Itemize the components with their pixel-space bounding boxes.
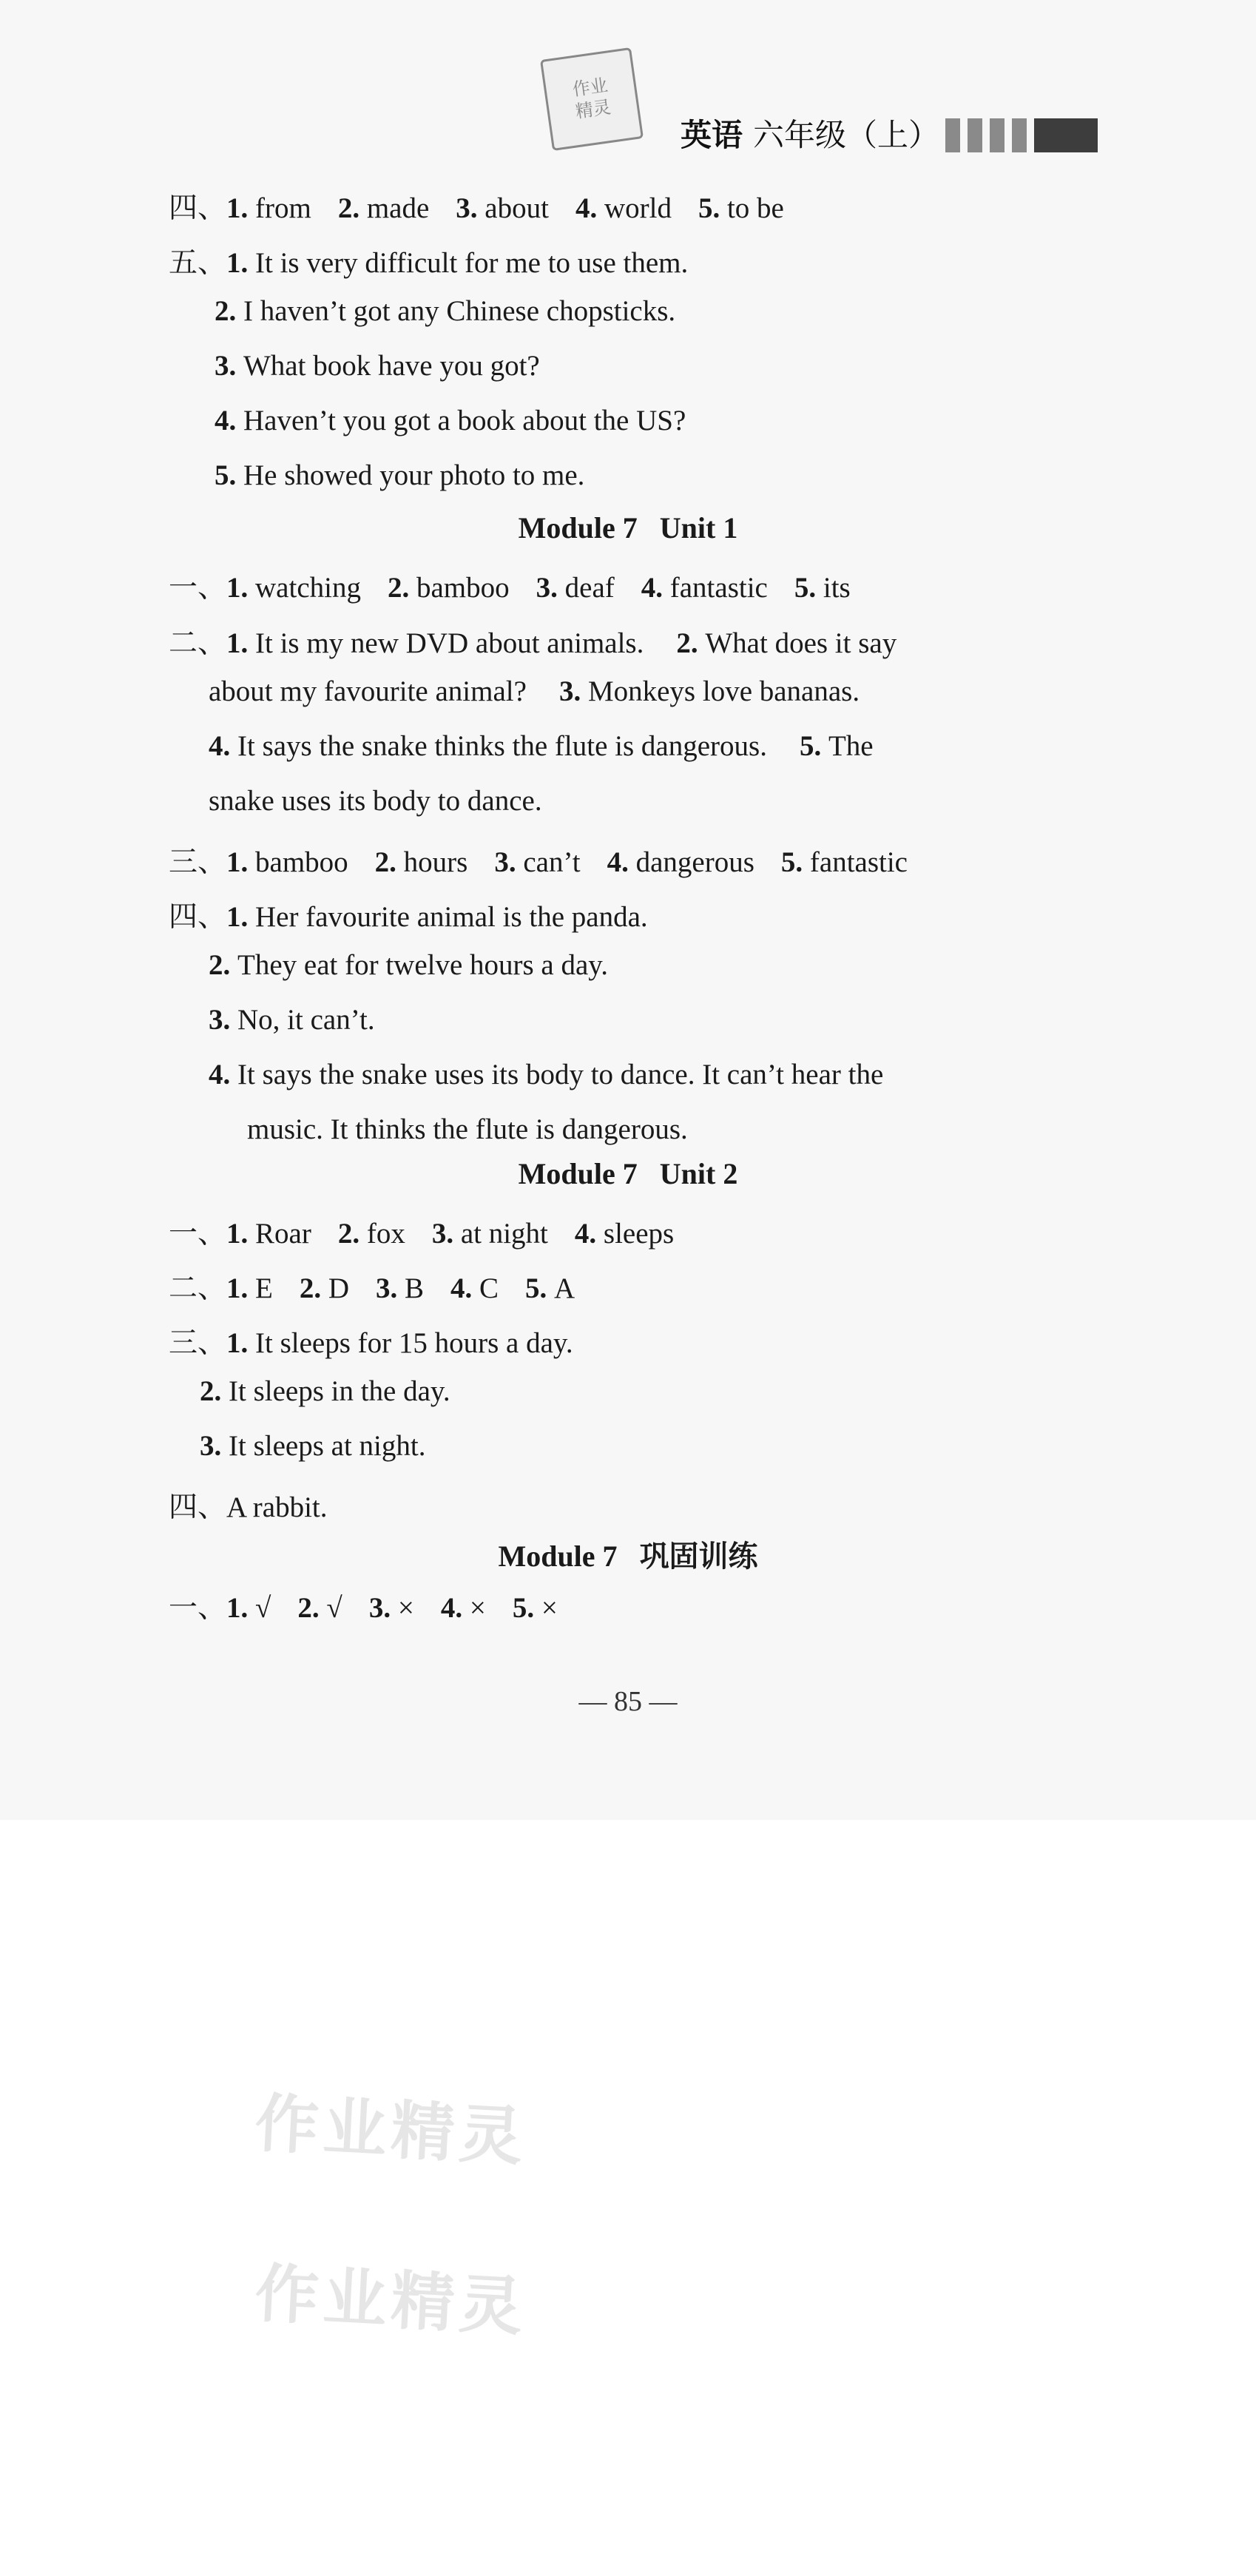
- header-title: [681, 111, 939, 155]
- answer-text: snake uses its body to dance.: [209, 785, 542, 817]
- answer-item: [800, 730, 874, 762]
- answer-item: [456, 192, 549, 224]
- answer-number: 2.: [297, 1592, 327, 1624]
- answer-item: [781, 846, 908, 878]
- answer-number: 3.: [494, 846, 524, 878]
- answer-item: [575, 192, 672, 224]
- answer-line: [169, 894, 648, 935]
- answer-item: [226, 572, 361, 604]
- answer-item: [226, 846, 348, 878]
- answer-item: [200, 1430, 425, 1462]
- answer-number: 5.: [780, 846, 810, 878]
- answer-number: 4.: [607, 846, 636, 878]
- answer-text: E: [255, 1272, 273, 1304]
- answer-item: [209, 949, 608, 981]
- answer-item: [388, 572, 510, 604]
- answer-text: ×: [397, 1592, 414, 1624]
- answer-text: world: [604, 192, 672, 224]
- answer-text: ×: [541, 1592, 558, 1624]
- answer-item: [525, 1272, 575, 1304]
- answer-number: 2.: [676, 627, 706, 659]
- answer-text: √: [326, 1592, 342, 1624]
- answer-line: [200, 1429, 425, 1463]
- answer-number: 1.: [226, 1218, 256, 1250]
- answer-number: 4.: [209, 1059, 237, 1090]
- answer-line: [209, 675, 860, 708]
- answer-number: 5.: [512, 1592, 541, 1624]
- logo-line-1: 作业: [571, 75, 610, 101]
- answer-line: [247, 1113, 688, 1146]
- answer-text: It sleeps in the day.: [229, 1375, 450, 1407]
- answer-text: music. It thinks the flute is dangerous.: [247, 1113, 688, 1145]
- answer-item: [513, 1592, 558, 1624]
- answer-item: [226, 247, 688, 279]
- question-group-label: 二、: [169, 1272, 227, 1305]
- answer-text: C: [479, 1272, 499, 1304]
- answer-number: 1.: [226, 247, 256, 279]
- answer-text: about: [484, 192, 549, 224]
- answer-item: [226, 1218, 311, 1250]
- question-group-label: 四、: [169, 192, 227, 225]
- answer-text: It says the snake uses its body to dance. It can’t hear the: [237, 1059, 884, 1090]
- answer-item: [215, 350, 540, 382]
- answer-number: 1.: [226, 1327, 256, 1359]
- answer-item: [226, 1272, 273, 1304]
- answer-item: [209, 785, 542, 817]
- answer-text: from: [255, 192, 311, 224]
- answer-text: It sleeps at night.: [229, 1430, 426, 1462]
- answer-line: [169, 620, 897, 661]
- answer-item: [641, 572, 768, 604]
- answer-line: [169, 1265, 575, 1306]
- heading-module: Module 7: [498, 1540, 618, 1573]
- question-group-label: 一、: [169, 1217, 227, 1250]
- answer-item: [226, 627, 644, 659]
- answer-text: Roar: [255, 1218, 311, 1250]
- answer-item: [375, 846, 468, 878]
- answer-number: 2.: [337, 1218, 367, 1250]
- answer-item: [247, 1113, 688, 1145]
- answer-text: √: [255, 1592, 271, 1624]
- answer-number: 2.: [299, 1272, 328, 1304]
- answer-text: A rabbit.: [226, 1491, 328, 1523]
- header-decoration: [945, 118, 1098, 152]
- answer-text: He showed your photo to me.: [243, 459, 585, 491]
- heading-unit: 巩固训练: [639, 1540, 758, 1574]
- heading-unit: Unit 1: [659, 511, 738, 544]
- heading-module: Module 7: [518, 1157, 638, 1190]
- answer-text: B: [405, 1272, 425, 1304]
- answer-line: [209, 729, 874, 763]
- question-group-label: 三、: [169, 1326, 227, 1360]
- answer-text: The: [828, 730, 874, 762]
- answer-item: [209, 730, 767, 762]
- answer-line: [169, 839, 908, 880]
- answer-number: 3.: [558, 675, 588, 707]
- question-group-label: 二、: [169, 627, 227, 660]
- answer-text: I haven’t got any Chinese chopsticks.: [243, 295, 676, 327]
- answer-line: [169, 1320, 573, 1361]
- section-heading-unit1: [0, 510, 1256, 545]
- answer-number: 3.: [456, 192, 485, 224]
- answer-line: [209, 1003, 375, 1036]
- answer-item: [215, 405, 686, 436]
- answer-text: It sleeps for 15 hours a day.: [255, 1327, 573, 1359]
- question-group-label: 一、: [169, 571, 227, 604]
- answer-text: ×: [469, 1592, 486, 1624]
- answer-item: [338, 1218, 405, 1250]
- grade-label: 六年级（上）: [753, 117, 940, 153]
- answer-number: 3.: [209, 1004, 237, 1036]
- answer-item: [338, 192, 429, 224]
- answer-item: [226, 192, 311, 224]
- answer-line: [209, 1058, 883, 1091]
- answer-text: sleeps: [603, 1218, 675, 1250]
- question-group-label: 四、: [169, 1491, 227, 1524]
- answer-text: Monkeys love bananas.: [587, 675, 860, 707]
- answer-item: [432, 1218, 548, 1250]
- answer-number: 5.: [698, 192, 727, 224]
- answer-number: 1.: [226, 192, 256, 224]
- answer-text: hours: [403, 846, 468, 878]
- answer-text: They eat for twelve hours a day.: [237, 949, 609, 981]
- section-heading-review: [0, 1533, 1256, 1575]
- answer-line: [209, 784, 542, 817]
- answer-line: [169, 240, 688, 281]
- answer-text: made: [366, 192, 430, 224]
- answer-number: 3.: [368, 1592, 398, 1624]
- watermark-1: 作业精灵: [253, 2086, 529, 2175]
- answer-text: No, it can’t.: [237, 1004, 375, 1036]
- answer-number: 1.: [226, 1272, 256, 1304]
- answer-number: 1.: [226, 901, 256, 933]
- answer-number: 1.: [226, 572, 256, 604]
- answer-item: [297, 1592, 342, 1624]
- page-number: — 85 —: [578, 1686, 678, 1717]
- subject-label: 英语: [681, 117, 743, 153]
- answer-number: 4.: [641, 572, 670, 604]
- answer-text: Her favourite animal is the panda.: [255, 901, 648, 933]
- answer-text: D: [328, 1272, 350, 1304]
- answer-line: [215, 349, 540, 382]
- answer-line: [169, 1585, 558, 1626]
- answer-text: fantastic: [809, 846, 908, 878]
- answer-number: 2.: [209, 949, 237, 981]
- section-heading-unit2: [0, 1156, 1256, 1191]
- answer-number: 2.: [387, 572, 416, 604]
- answer-text: fox: [366, 1218, 405, 1250]
- answer-item: [369, 1592, 414, 1624]
- answer-text: What book have you got?: [243, 350, 540, 382]
- answer-text: at night: [460, 1218, 548, 1250]
- answer-text: bamboo: [255, 846, 348, 878]
- heading-unit: Unit 2: [659, 1157, 738, 1190]
- answer-text: dangerous: [635, 846, 754, 878]
- answer-text: What does it say: [705, 627, 897, 659]
- answer-item: [676, 627, 897, 659]
- answer-item: [200, 1375, 450, 1407]
- answer-line: [215, 459, 584, 492]
- answer-number: 4.: [215, 405, 243, 436]
- answer-text: about my favourite animal?: [209, 675, 527, 707]
- answer-text: fantastic: [669, 572, 768, 604]
- answer-number: 5.: [215, 459, 243, 491]
- answer-number: 5.: [799, 730, 828, 762]
- answer-item: [698, 192, 784, 224]
- answer-line: [215, 404, 686, 437]
- logo-line-2: 精灵: [574, 98, 612, 123]
- answer-item: [226, 901, 648, 933]
- answer-text: watching: [255, 572, 361, 604]
- answer-number: 3.: [215, 350, 243, 382]
- answer-item: [536, 572, 615, 604]
- answer-item: [209, 1004, 375, 1036]
- answer-number: 3.: [536, 572, 565, 604]
- answer-line: [209, 948, 608, 982]
- answer-number: 2.: [200, 1375, 229, 1407]
- answer-number: 1.: [226, 1592, 256, 1624]
- answer-item: [559, 675, 860, 707]
- answer-text: its: [823, 572, 851, 604]
- answer-number: 2.: [337, 192, 367, 224]
- watermark-2: 作业精灵: [253, 2256, 529, 2345]
- answer-text: deaf: [564, 572, 615, 604]
- answer-number: 4.: [575, 192, 604, 224]
- answer-item: [215, 295, 675, 327]
- answer-text: can’t: [523, 846, 581, 878]
- answer-number: 3.: [431, 1218, 461, 1250]
- answer-line: [169, 564, 851, 606]
- answer-number: 3.: [376, 1272, 405, 1304]
- answer-line: [200, 1375, 450, 1408]
- answer-line: [169, 1484, 328, 1525]
- answer-item: [494, 846, 580, 878]
- answer-number: 4.: [450, 1272, 480, 1304]
- answer-number: 1.: [226, 627, 256, 659]
- answer-number: 4.: [209, 730, 237, 762]
- publisher-logo: [540, 47, 644, 151]
- answer-item: [450, 1272, 499, 1304]
- answer-number: 4.: [440, 1592, 470, 1624]
- answer-text: A: [554, 1272, 575, 1304]
- answer-number: 5.: [525, 1272, 555, 1304]
- answer-number: 2.: [215, 295, 243, 327]
- answer-item: [376, 1272, 424, 1304]
- answer-number: 2.: [374, 846, 404, 878]
- answer-item: [209, 1059, 883, 1090]
- question-group-label: 四、: [169, 900, 227, 934]
- answer-line: [215, 294, 675, 328]
- answer-item: [441, 1592, 486, 1624]
- answer-item: [226, 1327, 573, 1359]
- question-group-label: 一、: [169, 1591, 227, 1625]
- answer-item: [575, 1218, 674, 1250]
- answer-number: 1.: [226, 846, 256, 878]
- answer-item: [226, 1491, 327, 1523]
- answer-item: [215, 459, 584, 491]
- answer-line: [169, 1210, 674, 1252]
- answer-item: [226, 1592, 271, 1624]
- answer-text: bamboo: [416, 572, 510, 604]
- answer-item: [607, 846, 754, 878]
- answer-text: It is very difficult for me to use them.: [255, 247, 689, 279]
- answer-text: It is my new DVD about animals.: [255, 627, 644, 659]
- answer-item: [794, 572, 851, 604]
- answer-number: 3.: [200, 1430, 229, 1462]
- question-group-label: 五、: [169, 246, 227, 280]
- answer-text: Haven’t you got a book about the US?: [243, 405, 686, 436]
- answer-line: [169, 185, 784, 226]
- question-group-label: 三、: [169, 846, 227, 879]
- answer-number: 4.: [574, 1218, 604, 1250]
- heading-module: Module 7: [518, 511, 638, 544]
- answer-text: It says the snake thinks the flute is dangerous.: [237, 730, 767, 762]
- answer-item: [300, 1272, 349, 1304]
- answer-text: to be: [726, 192, 784, 224]
- answer-number: 5.: [794, 572, 823, 604]
- answer-item: [209, 675, 527, 707]
